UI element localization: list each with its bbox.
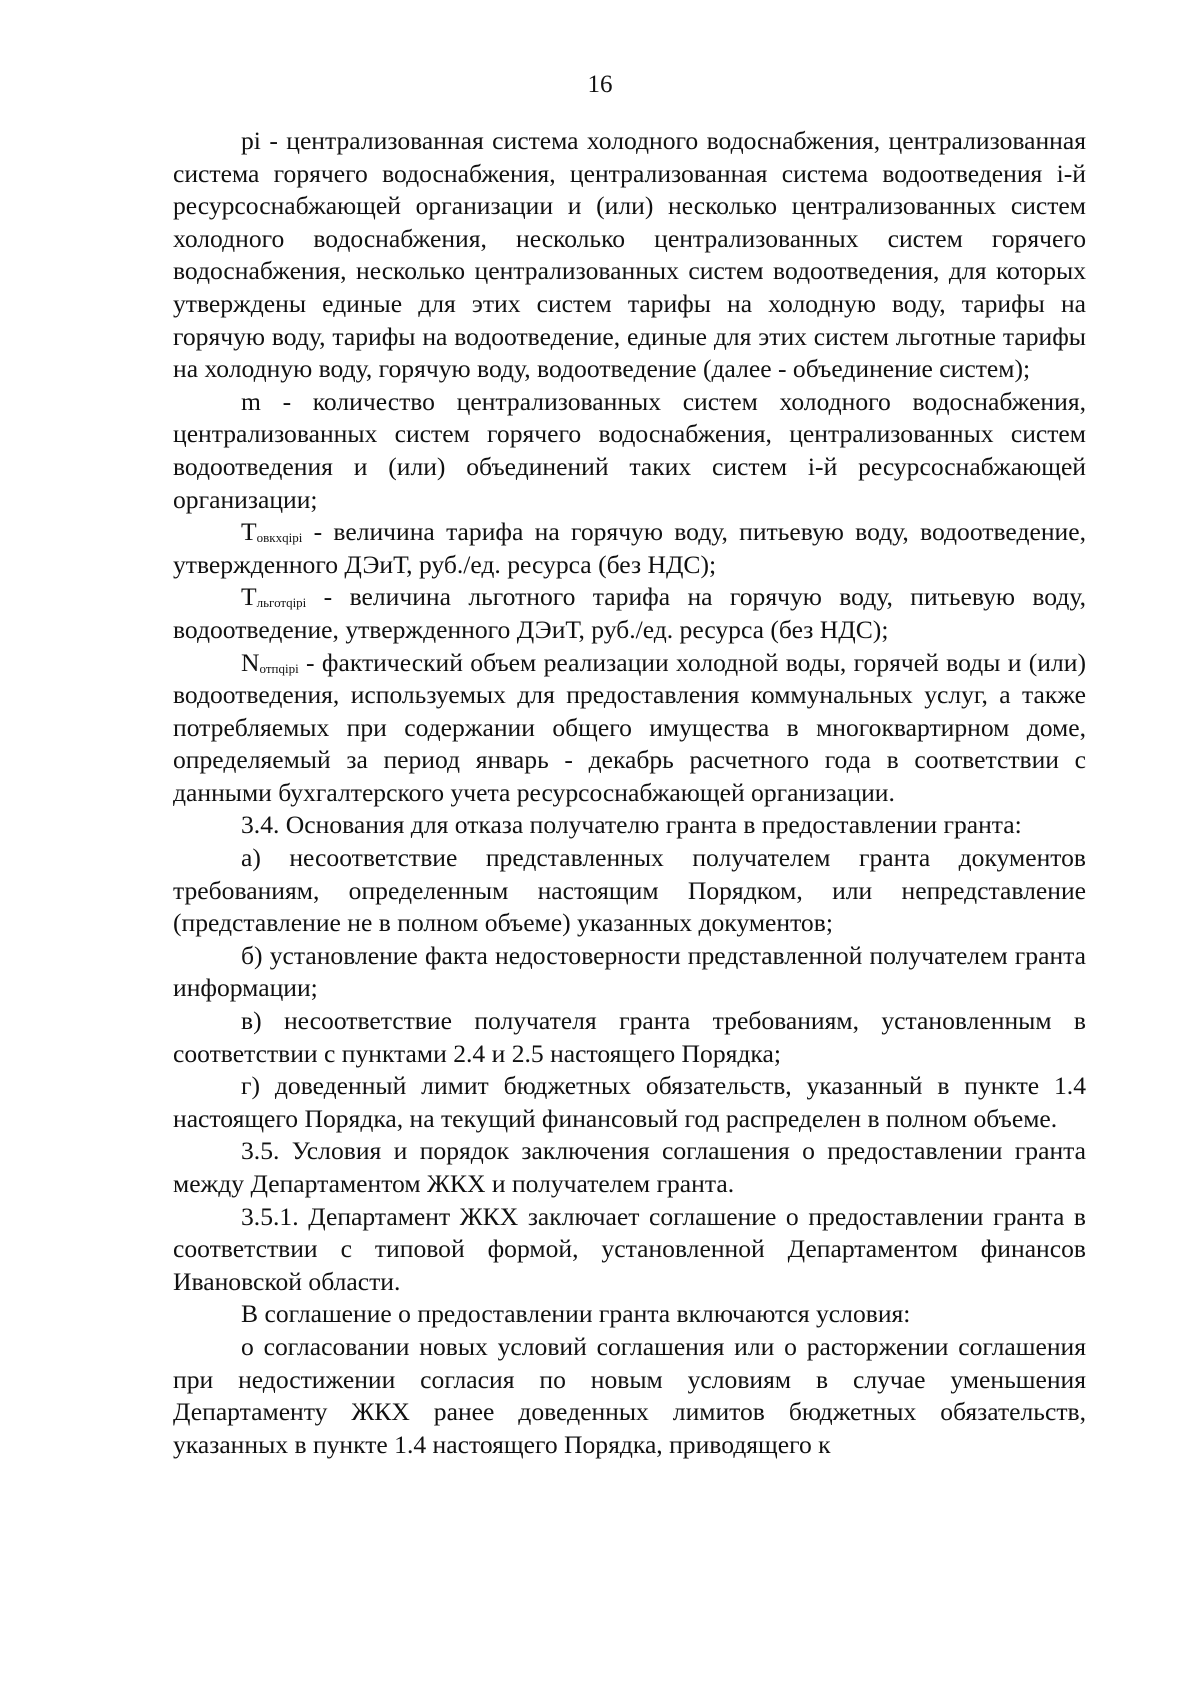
paragraph-preferential-tariff-definition (173, 581, 1086, 646)
agreement-conditions-intro: В соглашение о предоставлении гранта включаются условия: (241, 1299, 911, 1329)
paragraph-pi-definition: pi - централизованная система холодного водоснабжения, централизованная система горячего водоснабжения, централизованная система водоотведения i-й ресурсоснабжающей организации и (или) несколько централизованных систем холодного водоснабжения, несколько централизованных систем горячего водоснабжения, несколько централизованных систем водоотведения, для которых утверждены единые для этих систем тарифы на холодную воду, тарифы на горячую воду, тарифы на водоотведение, единые для этих систем льготные тарифы на холодную воду, горячую воду, водоотведение (далее - объединение систем); (173, 126, 1086, 384)
formula-subscript: льготqipi (256, 595, 307, 611)
formula-symbol: Т (241, 517, 257, 547)
paragraph-tariff-definition (173, 516, 1086, 581)
paragraph-text: - фактический объем реализации холодной воды, горячей воды и (или) водоотведения, используемых для предоставления коммунальных услуг, а также потребляемых при содержании общего имущества в многоквартирном доме, определяемый за период январь - декабрь расчетного года в соответствии с данными бухгалтерского учета ресурсоснабжающей организации. (173, 647, 1086, 807)
paragraph-volume-definition (173, 647, 1086, 810)
section-3-5-heading: 3.5. Условия и порядок заключения соглашения о предоставлении гранта между Департаментом ЖКХ и получателем гранта. (173, 1136, 1086, 1198)
formula-subscript: овкхqipi (256, 530, 303, 546)
list-item-v: в) несоответствие получателя гранта требованиям, установленным в соответствии с пунктами 2.4 и 2.5 настоящего Порядка; (173, 1006, 1086, 1068)
section-3-4-heading: 3.4. Основания для отказа получателю гранта в предоставлении гранта: (241, 810, 1022, 840)
list-item-g: г) доведенный лимит бюджетных обязательств, указанный в пункте 1.4 настоящего Порядка, на текущий финансовый год распределен в полном объеме. (173, 1071, 1086, 1133)
list-item-a: а) несоответствие представленных получателем гранта документов требованиям, определенным настоящим Порядком, или непредставление (представление не в полном объеме) указанных документов; (173, 843, 1086, 938)
formula-symbol: Т (241, 582, 257, 612)
document-body (173, 125, 1086, 1461)
page-number: 16 (587, 71, 613, 98)
paragraph-m-definition: m - количество централизованных систем холодного водоснабжения, централизованных систем горячего водоснабжения, централизованных систем водоотведения и (или) объединений таких систем i-й ресурсоснабжающей организации; (173, 386, 1086, 514)
paragraph-text: - величина тарифа на горячую воду, питьевую воду, водоотведение, утвержденного ДЭиТ, руб./ед. ресурса (без НДС); (173, 517, 1086, 579)
paragraph-text: - величина льготного тарифа на горячую воду, питьевую воду, водоотведение, утвержденного ДЭиТ, руб./ед. ресурса (без НДС); (173, 582, 1086, 644)
formula-subscript: отпqipi (259, 660, 299, 676)
formula-symbol: N (241, 647, 260, 677)
agreement-condition-item: о согласовании новых условий соглашения или о расторжении соглашения при недостижении согласия по новым условиям в случае уменьшения Департаменту ЖКХ ранее доведенных лимитов бюджетных обязательств, указанных в пункте 1.4 настоящего Порядка, приводящего к (173, 1331, 1086, 1459)
section-3-5-1: 3.5.1. Департамент ЖКХ заключает соглашение о предоставлении гранта в соответствии с типовой формой, установленной Департаментом финансов Ивановской области. (173, 1201, 1086, 1296)
list-item-b: б) установление факта недостоверности представленной получателем гранта информации; (173, 940, 1086, 1003)
